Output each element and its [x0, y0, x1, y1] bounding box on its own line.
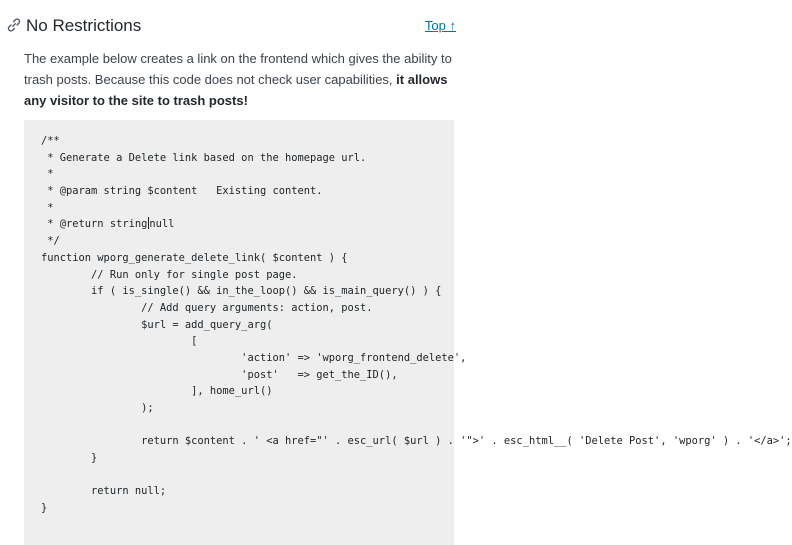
code-line: 'post' => get_the_ID(),: [41, 368, 398, 381]
code-line: $url = add_query_arg(: [41, 318, 273, 331]
code-line: * @param string $content Existing content.: [41, 185, 323, 198]
link-icon[interactable]: [6, 17, 22, 33]
code-line: // Run only for single post page.: [41, 268, 298, 281]
code-line: 'action' => 'wporg_frontend_delete',: [41, 351, 467, 364]
code-line: }: [41, 452, 98, 465]
intro-warning: it allows any visitor to the site to trash posts!: [24, 72, 448, 108]
text-cursor: [148, 217, 149, 229]
code-line: );: [41, 402, 154, 414]
code-line: function wporg_generate_delete_link( $content ) {: [41, 251, 348, 264]
code-block: [24, 120, 792, 545]
code-line: *: [41, 201, 54, 214]
code-line: *: [41, 168, 54, 181]
code-line: }: [41, 502, 48, 515]
code-line: [41, 467, 792, 484]
code-line: /**: [41, 135, 60, 147]
code-line: * Generate a Delete link based on the homepage url.: [41, 151, 367, 164]
code-line: * @return string null: [41, 218, 175, 231]
top-link[interactable]: Top ↑: [424, 18, 456, 33]
code-line: // Add query arguments: action, post.: [41, 301, 373, 314]
intro-text: The example below creates a link on the frontend which gives the ability to trash posts. Because this code does not check user capabilities,: [24, 51, 452, 87]
code-line: ], home_url(): [41, 385, 273, 398]
code-line: return $content . ' <a href="' . esc_url( $url ) . '">' . esc_html__( 'Delete Post', 'wporg' ) . '</a>';: [41, 435, 792, 448]
code-listing: [41, 133, 792, 517]
code-line: [: [41, 335, 198, 348]
section-header: [6, 14, 456, 38]
code-line: if ( is_single() && in_the_loop() && is_main_query() ) {: [41, 285, 442, 298]
intro-paragraph: [24, 48, 454, 111]
code-line: return null;: [41, 485, 167, 498]
code-line: */: [41, 235, 60, 248]
section-title: No Restrictions: [26, 16, 142, 35]
code-line: [41, 417, 792, 434]
